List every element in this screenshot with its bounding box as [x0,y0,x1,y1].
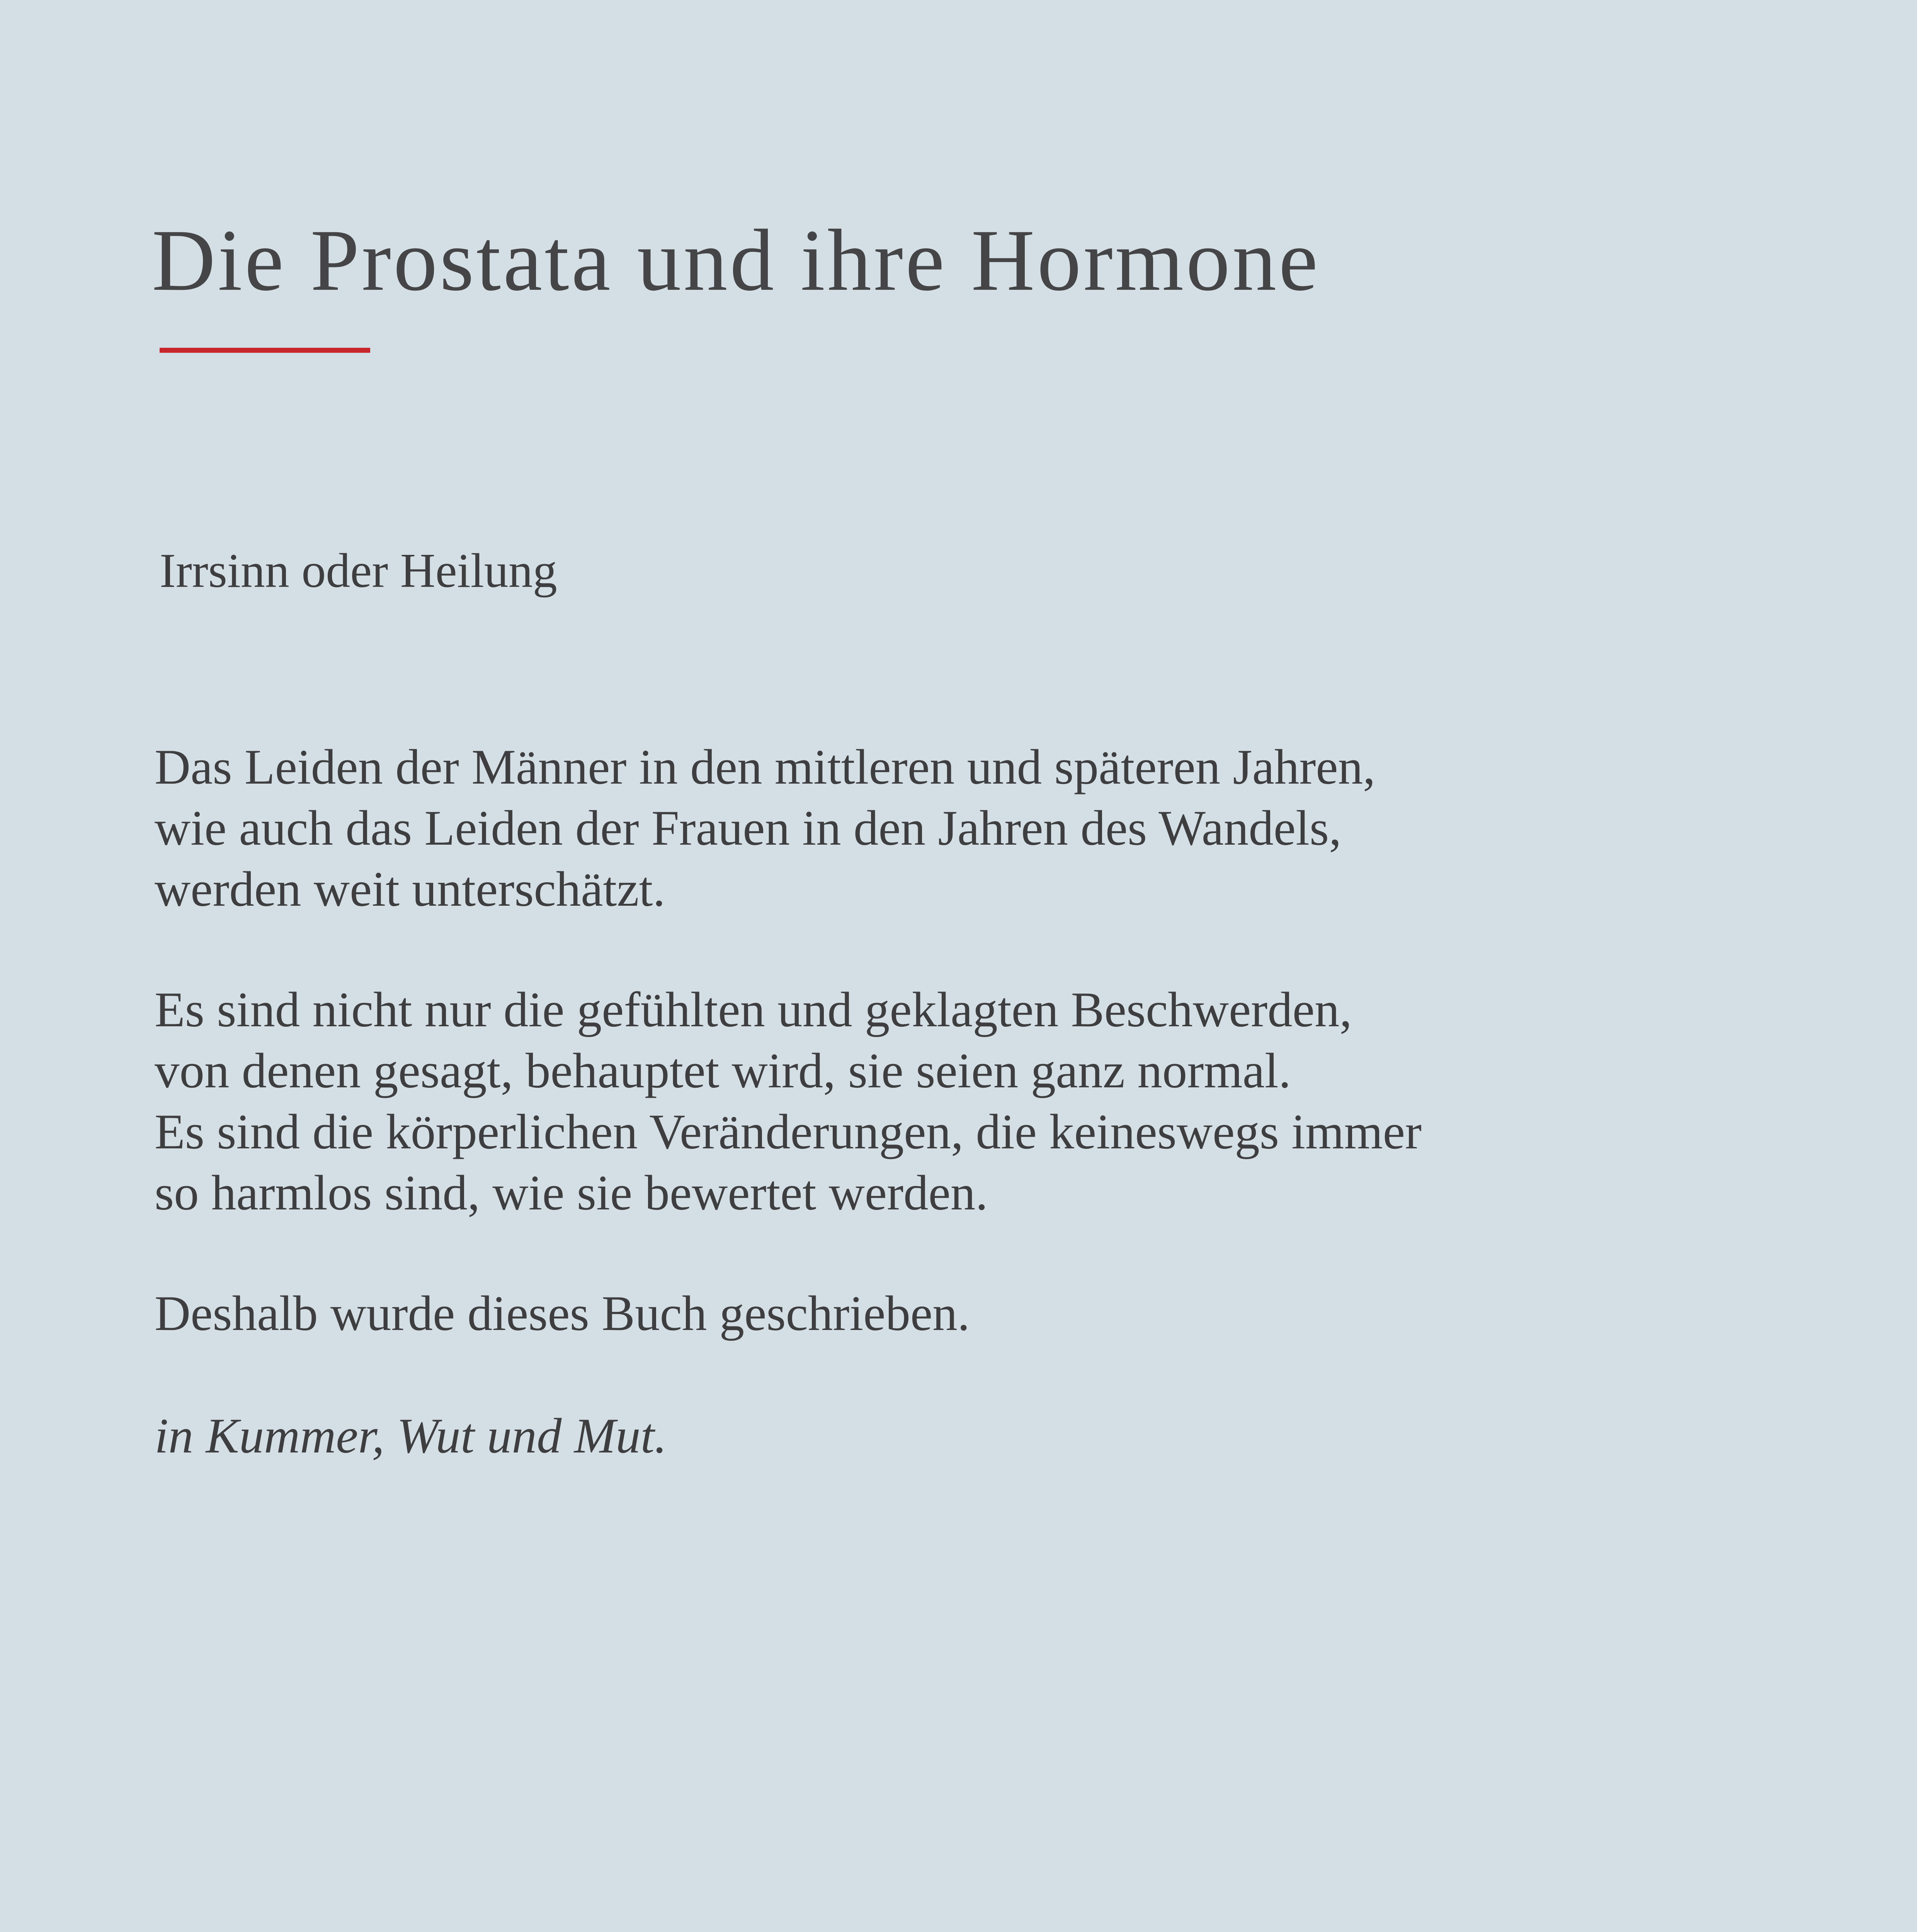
blurb-line: so harmlos sind, wie sie bewertet werden. [155,1165,988,1220]
closing-italic-line: in Kummer, Wut und Mut. [155,1408,667,1463]
blurb-line: Das Leiden der Männer in den mittleren und späteren Jahren, [155,739,1376,794]
blurb-paragraph-1 [155,736,1375,920]
title-underline-rule [160,348,370,353]
blurb-line: Es sind nicht nur die gefühlten und geklagten Beschwerden, [155,982,1352,1037]
blurb-line: wie auch das Leiden der Frauen in den Jahren des Wandels, [155,800,1342,855]
blurb-line: Es sind die körperlichen Veränderungen, die keineswegs immer [155,1104,1422,1159]
blurb-paragraph-2 [155,979,1422,1223]
book-title: Die Prostata und ihre Hormone [152,212,1320,309]
blurb-line: von denen gesagt, behauptet wird, sie seien ganz normal. [155,1043,1291,1098]
blurb-line: werden weit unterschätzt. [155,861,665,917]
blurb-paragraph-3: Deshalb wurde dieses Buch geschrieben. [155,1286,970,1341]
book-subtitle: Irrsinn oder Heilung [160,544,557,598]
